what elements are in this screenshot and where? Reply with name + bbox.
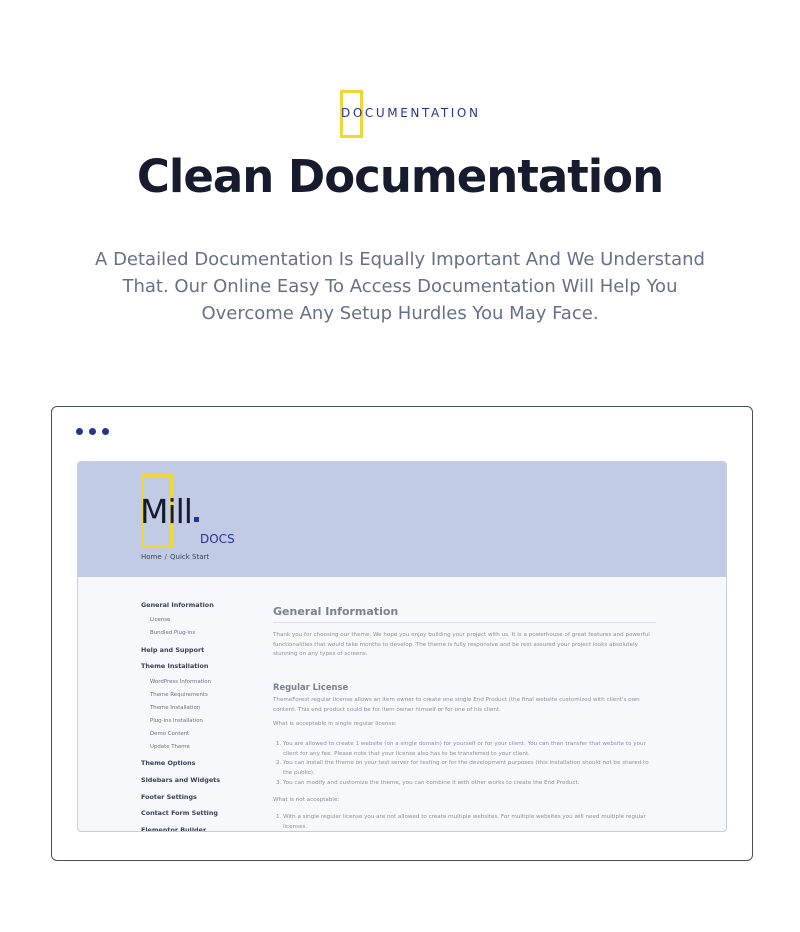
list-number: 3. <box>276 780 282 786</box>
list-item-text: With a single regular license you are not allowed to create multiple websites. For multiple websites you will need multiple regular licenses. <box>283 814 646 830</box>
list-item-text: You are allowed to create 1 website (on a single domain) for yourself or for your client. You can then transfer that website to your client for any fee. Please note that your license also has to be transferred to your client. <box>283 741 646 757</box>
list-item <box>276 779 655 789</box>
sidebar-item-theme-options[interactable]: Theme Options <box>141 759 196 767</box>
breadcrumb <box>141 553 209 561</box>
window-dot-icon <box>76 428 83 435</box>
sidebar-item-plugins-installation[interactable]: Plug-ins Installation <box>150 718 203 724</box>
sidebar-item-theme-installation[interactable]: Theme Installation <box>141 662 209 670</box>
hero-eyebrow <box>0 90 800 138</box>
breadcrumb-separator: / <box>164 553 168 561</box>
sidebar-item-footer-settings[interactable]: Footer Settings <box>141 793 197 801</box>
acceptable-label: What is acceptable in single regular license: <box>273 721 397 727</box>
section-heading: General Information <box>273 605 399 618</box>
list-item-text: You can modify and customize the theme, you can combine it with other works to create the End Product. <box>283 780 580 786</box>
docs-screenshot <box>77 461 727 832</box>
logo[interactable]: Mill <box>140 492 192 531</box>
sidebar-item-theme-requirements[interactable]: Theme Requirements <box>150 692 208 698</box>
sidebar-item-general-information[interactable]: General Information <box>141 601 214 609</box>
window-dot-icon <box>89 428 96 435</box>
list-number: 1. <box>276 741 282 747</box>
docs-header <box>78 462 727 577</box>
heading-divider <box>273 622 656 623</box>
list-item <box>276 740 655 759</box>
list-number: 1. <box>276 814 282 820</box>
logo-dot <box>194 517 199 522</box>
list-item <box>276 813 655 832</box>
list-number: 2. <box>276 760 282 766</box>
browser-window <box>51 406 753 861</box>
page-subtitle: A Detailed Documentation Is Equally Important And We Understand That. Our Online Easy To Access Documentation Will Help You Overcome Any Setup Hurdles You May Face. <box>95 249 705 324</box>
eyebrow-label: DOCUMENTATION <box>341 106 481 120</box>
sidebar-item-theme-installation-sub[interactable]: Theme Installation <box>150 705 201 711</box>
sidebar-item-sidebars-and-widgets[interactable]: Sidebars and Widgets <box>141 776 221 784</box>
license-paragraph: ThemeForest regular license allows an item owner to create one single End Product (the final website customized with client's own content. This end product could be for item owner himself or for one of his client. <box>273 697 640 713</box>
logo-docs-label: DOCS <box>200 532 235 546</box>
license-heading: Regular License <box>273 682 349 692</box>
list-item <box>276 759 655 778</box>
window-dot-icon <box>102 428 109 435</box>
sidebar-item-bundled-plugins[interactable]: Bundled Plug-ins <box>150 630 196 636</box>
intro-paragraph: Thank you for choosing our theme. We hope you enjoy building your project with us. It is a powerhouse of great features and powerful functionalities that would take months to develop. The theme is fully responsive and be rest assured your project looks absolutely stunning on any types of screens. <box>273 632 650 658</box>
docs-content <box>273 577 658 832</box>
sidebar-item-elementor-builder[interactable]: Elementor Builder <box>141 826 207 832</box>
page-title: Clean Documentation <box>136 150 664 203</box>
sidebar-item-contact-form-setting[interactable]: Contact Form Setting <box>141 809 218 817</box>
breadcrumb-home-link[interactable]: Home <box>141 553 162 561</box>
sidebar-item-license[interactable]: License <box>150 617 171 623</box>
sidebar-item-demo-content[interactable]: Demo Content <box>150 731 190 737</box>
not-acceptable-label: What is not acceptable: <box>273 797 340 803</box>
sidebar-item-help-and-support[interactable]: Help and Support <box>141 646 205 654</box>
docs-sidebar-nav <box>78 577 258 832</box>
breadcrumb-current: Quick Start <box>170 553 210 561</box>
sidebar-item-wordpress-information[interactable]: WordPress Information <box>150 679 211 685</box>
list-item-text: You can install the theme on your test server for testing or for the development purposes (this installation should not be shared to the public). <box>283 760 649 776</box>
sidebar-item-update-theme[interactable]: Update Theme <box>150 744 190 750</box>
